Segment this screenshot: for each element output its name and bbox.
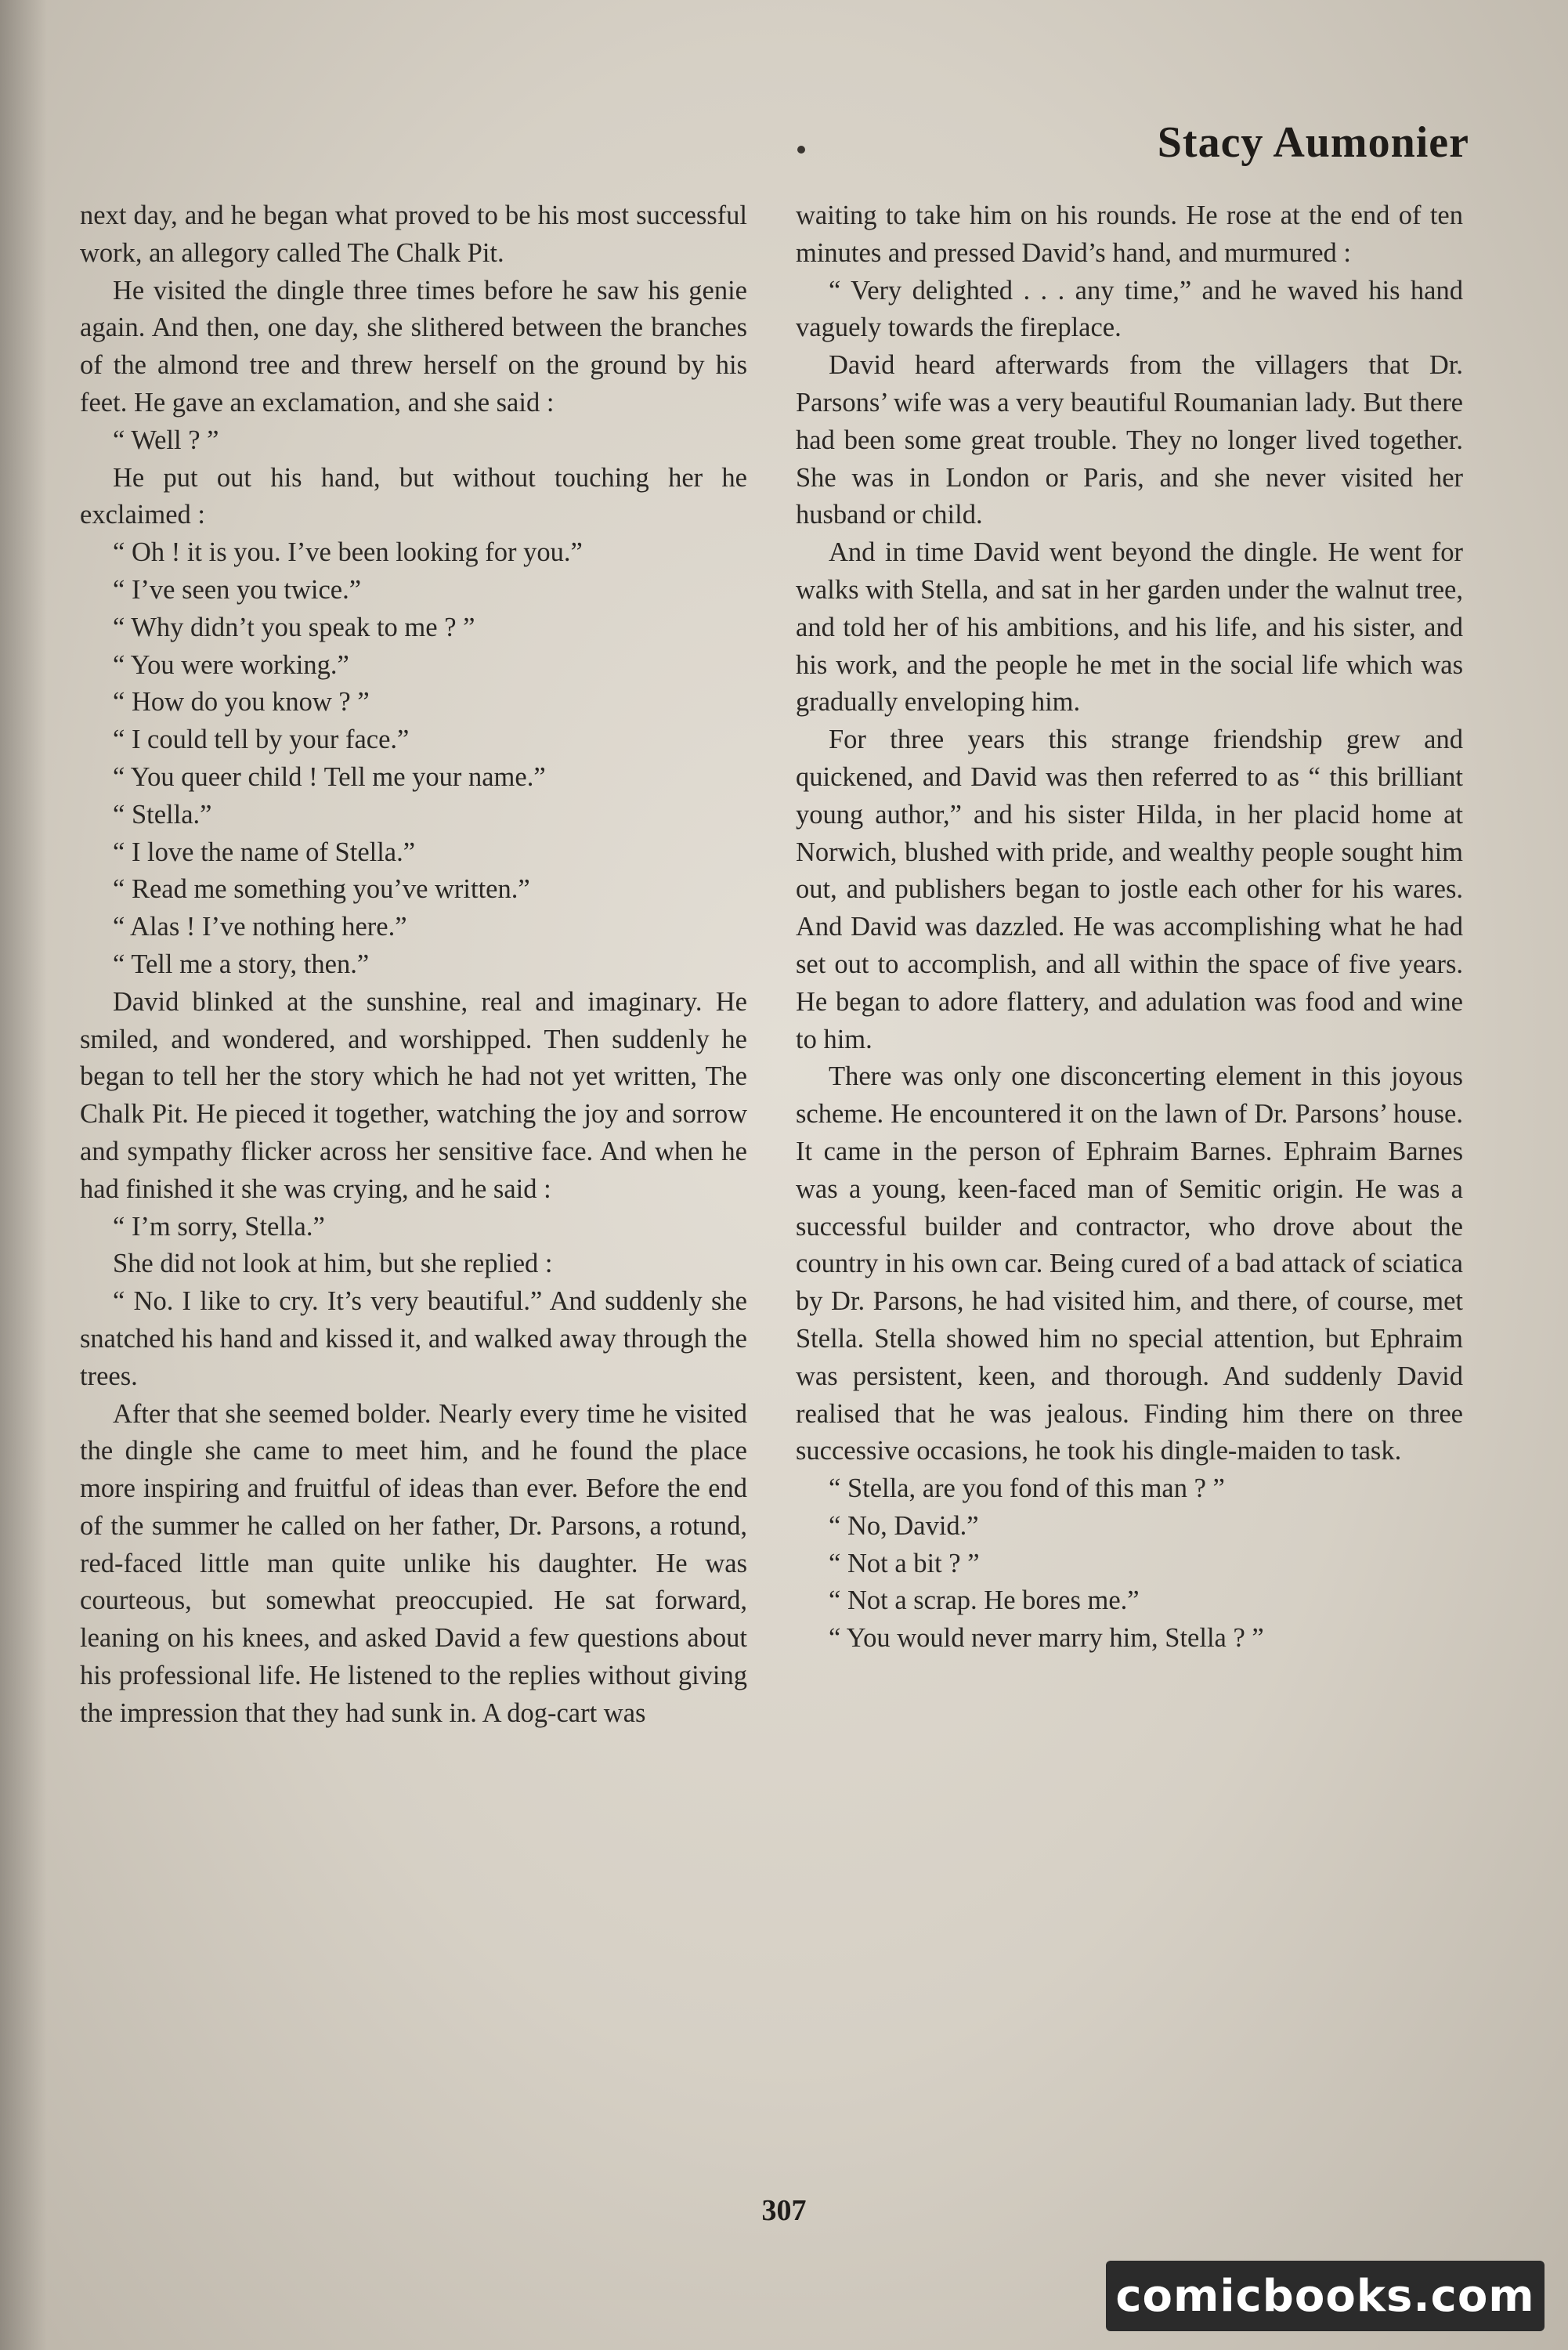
- paragraph: “ Very delighted . . . any time,” and he waved his hand vaguely towards the fireplace.: [796, 275, 1463, 343]
- dialogue-line: “ I’m sorry, Stella.”: [113, 1211, 325, 1242]
- header-ornament: [797, 146, 805, 154]
- paragraph: He put out his hand, but without touching her he exclaimed :: [80, 462, 747, 530]
- right-text-column: [796, 197, 1463, 1658]
- dialogue-line: “ Not a scrap. He bores me.”: [829, 1585, 1140, 1616]
- dialogue-line: “ I’ve seen you twice.”: [113, 574, 362, 605]
- dialogue-line: “ Not a bit ? ”: [829, 1548, 980, 1578]
- dialogue-line: “ Alas ! I’ve nothing here.”: [113, 912, 407, 942]
- paragraph: waiting to take him on his rounds. He rose at the end of ten minutes and pressed David’s hand, and murmured :: [796, 201, 1463, 268]
- dialogue-line: “ I love the name of Stella.”: [113, 837, 416, 867]
- paragraph: “ No. I like to cry. It’s very beautiful.” And suddenly she snatched his hand and kissed it, and walked away through the trees.: [80, 1286, 747, 1391]
- dialogue-line: “ Why didn’t you speak to me ? ”: [113, 612, 475, 642]
- dialogue-line: “ Read me something you’ve written.”: [113, 874, 530, 905]
- dialogue-line: “ I could tell by your face.”: [113, 725, 410, 755]
- paragraph: After that she seemed bolder. Nearly every time he visited the dingle she came to meet him, and he found the place more inspiring and fruitful of ideas than ever. Before the end of the summer he called on her father, Dr. Parsons, a rotund, red-faced little man quite unlike his daughter. He was courteous, but somewhat preoccupied. He sat forward, leaning on his knees, and asked David a few questions about his professional life. He listened to the replies without giving the impression that they had sunk in. A dog-cart was: [80, 1398, 747, 1728]
- page-number: 307: [761, 2194, 807, 2227]
- dialogue-line: “ Oh ! it is you. I’ve been looking for you.”: [113, 537, 583, 568]
- paragraph: For three years this strange friendship grew and quickened, and David was then referred to as “ this brilliant young author,” and his sister Hilda, in her placid home at Norwich, blushed with pride, and wealthy people sought him out, and publishers began to jostle each other for his wares. And David was dazzled. He was accomplishing what he had set out to accomplish, and all within the space of five years. He began to adore flattery, and adulation was food and wine to him.: [796, 725, 1463, 1054]
- dialogue-line: “ How do you know ? ”: [113, 687, 370, 718]
- dialogue-line: “ You would never marry him, Stella ? ”: [829, 1623, 1264, 1654]
- paragraph: She did not look at him, but she replied :: [113, 1249, 553, 1279]
- page-edge-shadow: [0, 0, 47, 2350]
- paragraph: He visited the dingle three times before he saw his genie again. And then, one day, she slithered between the branches of the almond tree and threw herself on the ground by his feet. He gave an exclamation, and she said :: [80, 275, 747, 418]
- dialogue-line: “ No, David.”: [829, 1510, 979, 1541]
- left-text-column: [80, 197, 747, 1733]
- paragraph: next day, and he began what proved to be his most successful work, an allegory called The Chalk Pit.: [80, 201, 747, 268]
- running-header-author: Stacy Aumonier: [1157, 118, 1469, 167]
- dialogue-line: “ Stella, are you fond of this man ? ”: [829, 1473, 1225, 1504]
- paragraph: And in time David went beyond the dingle. He went for walks with Stella, and sat in her garden under the walnut tree, and told her of his ambitions, and his life, and his sister, and his work, and the people he met in the social life which was gradually enveloping him.: [796, 537, 1463, 718]
- paragraph: David blinked at the sunshine, real and imaginary. He smiled, and wondered, and worshipped. Then suddenly he began to tell her the story which he had not yet written, The Chalk Pit. He pieced it together, watching the joy and sorrow and sympathy flicker across her sensitive face. And when he had finished it she was crying, and he said :: [80, 986, 747, 1204]
- watermark-badge[interactable]: [1106, 2261, 1545, 2331]
- watermark-text: comicbooks.com: [1115, 2270, 1535, 2322]
- dialogue-line: “ Stella.”: [113, 799, 212, 830]
- paragraph: David heard afterwards from the villagers that Dr. Parsons’ wife was a very beautiful Roumanian lady. But there had been some great trouble. They no longer lived together. She was in London or Paris, and she never visited her husband or child.: [796, 350, 1463, 530]
- dialogue-line: “ You were working.”: [113, 649, 349, 680]
- dialogue-line: “ Well ? ”: [113, 425, 219, 455]
- dialogue-line: “ You queer child ! Tell me your name.”: [113, 761, 546, 792]
- paragraph: There was only one disconcerting element in this joyous scheme. He encountered it on the lawn of Dr. Parsons’ house. It came in the person of Ephraim Barnes. Ephraim Barnes was a young, keen-faced man of Semitic origin. He was a successful builder and contractor, who drove about the country in his own car. Being cured of a bad attack of sciatica by Dr. Parsons, he had visited him, and there, of course, met Stella. Stella showed him no special attention, but Ephraim was persistent, keen, and thorough. And suddenly David realised that he was jealous. Finding him there on three successive occasions, he took his dingle-maiden to task.: [796, 1061, 1463, 1466]
- dialogue-line: “ Tell me a story, then.”: [113, 949, 370, 979]
